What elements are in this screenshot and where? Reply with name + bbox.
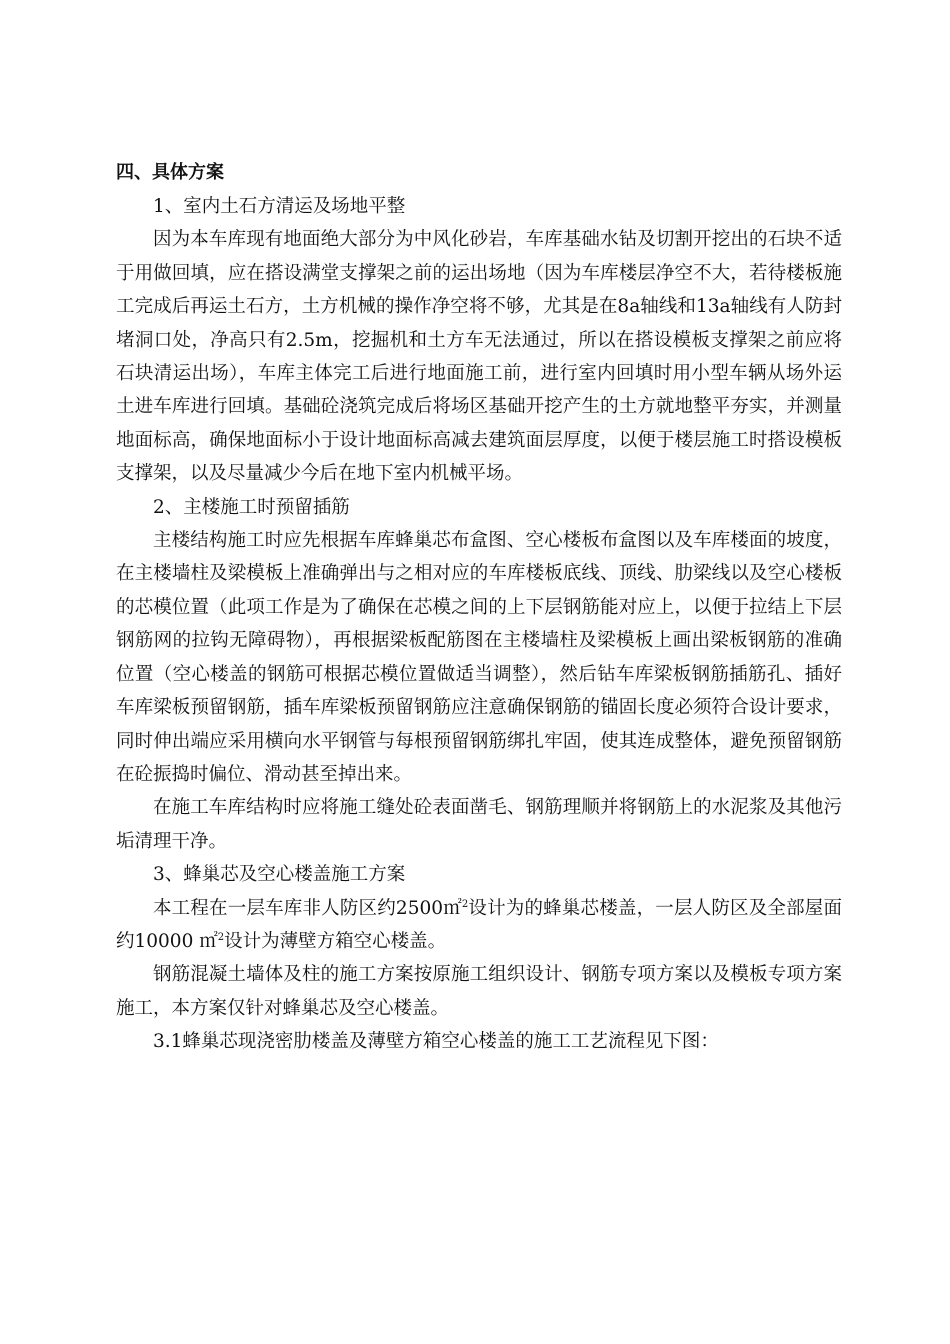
paragraph-earthwork: 因为本车库现有地面绝大部分为中风化砂岩，车库基础水钻及切割开挖出的石块不适于用做回填，应在搭设满堂支撑架之前的运出场地（因为车库楼层净空不大，若待楼板施工完成后再运土石方，土方机械的操作净空将不够，尤其是在8a轴线和13a轴线有人防封堵洞口处，净高只有2.5m，挖掘机和土方车无法通过，所以在搭设模板支撑架之前应将石块清运出场），车库主体完工后进行地面施工前，进行室内回填时用小型车辆从场外运土进车库进行回填。基础砼浇筑完成后将场区基础开挖产生的土方就地整平夯实，并测量地面标高，确保地面标小于设计地面标高减去建筑面层厚度，以便于楼层施工时搭设模板支撑架，以及尽量减少今后在地下室内机械平场。 [116, 229, 842, 485]
scope-text-c: 设计为薄壁方箱空心楼盖。 [224, 930, 447, 952]
subsection-title-1: 1、室内土石方清运及场地平整 [153, 196, 406, 217]
paragraph-rebar-dowels: 主楼结构施工时应先根据车库蜂巢芯布盒图、空心楼板布盒图以及车库楼面的坡度，在主楼墙柱及梁模板上准确弹出与之相对应的车库楼板底线、顶线、肋梁线以及空心楼板的芯模位置（此项工作是为了确保在芯模之间的上下层钢筋能对应上，以便于拉结上下层钢筋网的拉钩无障碍物），再根据梁板配筋图在主楼墙柱及梁模板上画出梁板钢筋的准确位置（空心楼盖的钢筋可根据芯模位置做适当调整），然后钻车库梁板钢筋插筋孔、插好车库梁板预留钢筋，插车库梁板预留钢筋应注意确保钢筋的锚固长度必须符合设计要求，同时伸出端应采用横向水平钢管与每根预留钢筋绑扎牢固，使其连成整体，避免预留钢筋在砼振捣时偏位、滑动甚至掉出来。 [116, 530, 842, 785]
superscript-2: 2 [461, 898, 469, 910]
subsection-title-2: 2、主楼施工时预留插筋 [153, 496, 350, 518]
paragraph-scheme-scope: 钢筋混凝土墙体及柱的施工方案按原施工组织设计、钢筋专项方案以及模板专项方案施工，本方案仅针对蜂巢芯及空心楼盖。 [116, 964, 842, 1019]
paragraph-process-flow: 3.1蜂巢芯现浇密肋楼盖及薄壁方箱空心楼盖的施工工艺流程见下图： [153, 1031, 719, 1053]
superscript-2: 2 [217, 931, 225, 943]
scope-text-a: 本工程在一层车库非人防区约2500㎡ [153, 897, 462, 919]
document-page [116, 156, 842, 1059]
scope-text-b: 设计为的蜂巢芯楼盖，一层人防区及全部屋面约10000 ㎡ [116, 897, 842, 952]
paragraph-project-scope [116, 892, 842, 959]
paragraph-construction-joint: 在施工车库结构时应将施工缝处砼表面凿毛、钢筋理顺并将钢筋上的水泥浆及其他污垢清理干净。 [116, 797, 842, 852]
section-title: 四、具体方案 [116, 162, 224, 183]
subsection-title-3: 3、蜂巢芯及空心楼盖施工方案 [153, 864, 406, 886]
